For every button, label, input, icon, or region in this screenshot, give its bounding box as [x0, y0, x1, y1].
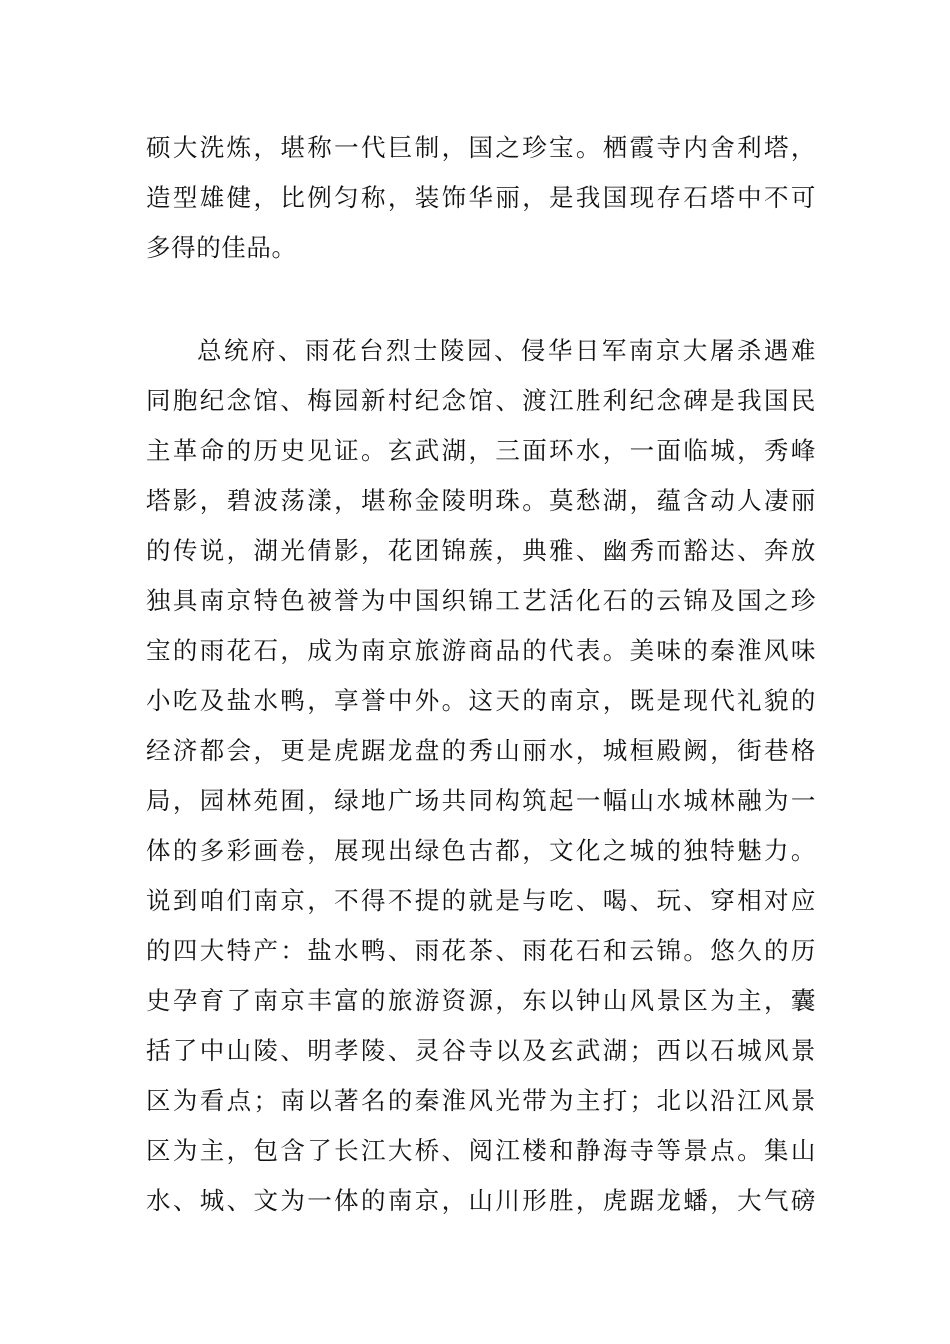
paragraph-2-line-1: 总统府、雨花台烈士陵园、侵华日军南京大屠杀遇难 [197, 336, 816, 365]
paragraph-2-line-16: 区为看点；南以著名的秦淮风光带为主打；北以沿江风景 [146, 1086, 816, 1115]
paragraph-2-line-4: 塔影，碧波荡漾，堪称金陵明珠。莫愁湖，蕴含动人凄丽 [146, 486, 816, 515]
paragraph-2-line-2: 同胞纪念馆、梅园新村纪念馆、渡江胜利纪念碑是我国民 [146, 386, 816, 415]
paragraph-2-line-15: 括了中山陵、明孝陵、灵谷寺以及玄武湖；西以石城风景 [146, 1036, 816, 1065]
paragraph-2-line-13: 的四大特产：盐水鸭、雨花茶、雨花石和云锦。悠久的历 [146, 936, 816, 965]
paragraph-2-line-14: 史孕育了南京丰富的旅游资源，东以钟山风景区为主，囊 [146, 986, 816, 1015]
paragraph-2-line-7: 宝的雨花石，成为南京旅游商品的代表。美味的秦淮风味 [146, 636, 816, 665]
paragraph-1-line-1: 硕大洗炼，堪称一代巨制，国之珍宝。栖霞寺内舍利塔， [146, 133, 816, 162]
paragraph-2-line-8: 小吃及盐水鸭，享誉中外。这天的南京，既是现代礼貌的 [146, 686, 816, 715]
paragraph-2-line-5: 的传说，湖光倩影，花团锦蔟，典雅、幽秀而豁达、奔放 [146, 536, 816, 565]
paragraph-2-line-3: 主革命的历史见证。玄武湖，三面环水，一面临城，秀峰 [146, 436, 816, 465]
paragraph-2-line-17: 区为主，包含了长江大桥、阅江楼和静海寺等景点。集山 [146, 1136, 816, 1165]
paragraph-2-line-10: 局，园林苑囿，绿地广场共同构筑起一幅山水城林融为一 [146, 786, 816, 815]
paragraph-2-line-18: 水、城、文为一体的南京，山川形胜，虎踞龙蟠，大气磅 [146, 1186, 816, 1215]
paragraph-2-line-12: 说到咱们南京，不得不提的就是与吃、喝、玩、穿相对应 [146, 886, 816, 915]
paragraph-2-line-11: 体的多彩画卷，展现出绿色古都，文化之城的独特魅力。 [146, 836, 816, 865]
paragraph-1-line-3: 多得的佳品。 [146, 233, 297, 262]
paragraph-1-line-2: 造型雄健，比例匀称，装饰华丽，是我国现存石塔中不可 [146, 183, 816, 212]
paragraph-2-line-9: 经济都会，更是虎踞龙盘的秀山丽水，城桓殿阙，街巷格 [146, 736, 816, 765]
paragraph-2-line-6: 独具南京特色被誉为中国织锦工艺活化石的云锦及国之珍 [146, 586, 816, 615]
